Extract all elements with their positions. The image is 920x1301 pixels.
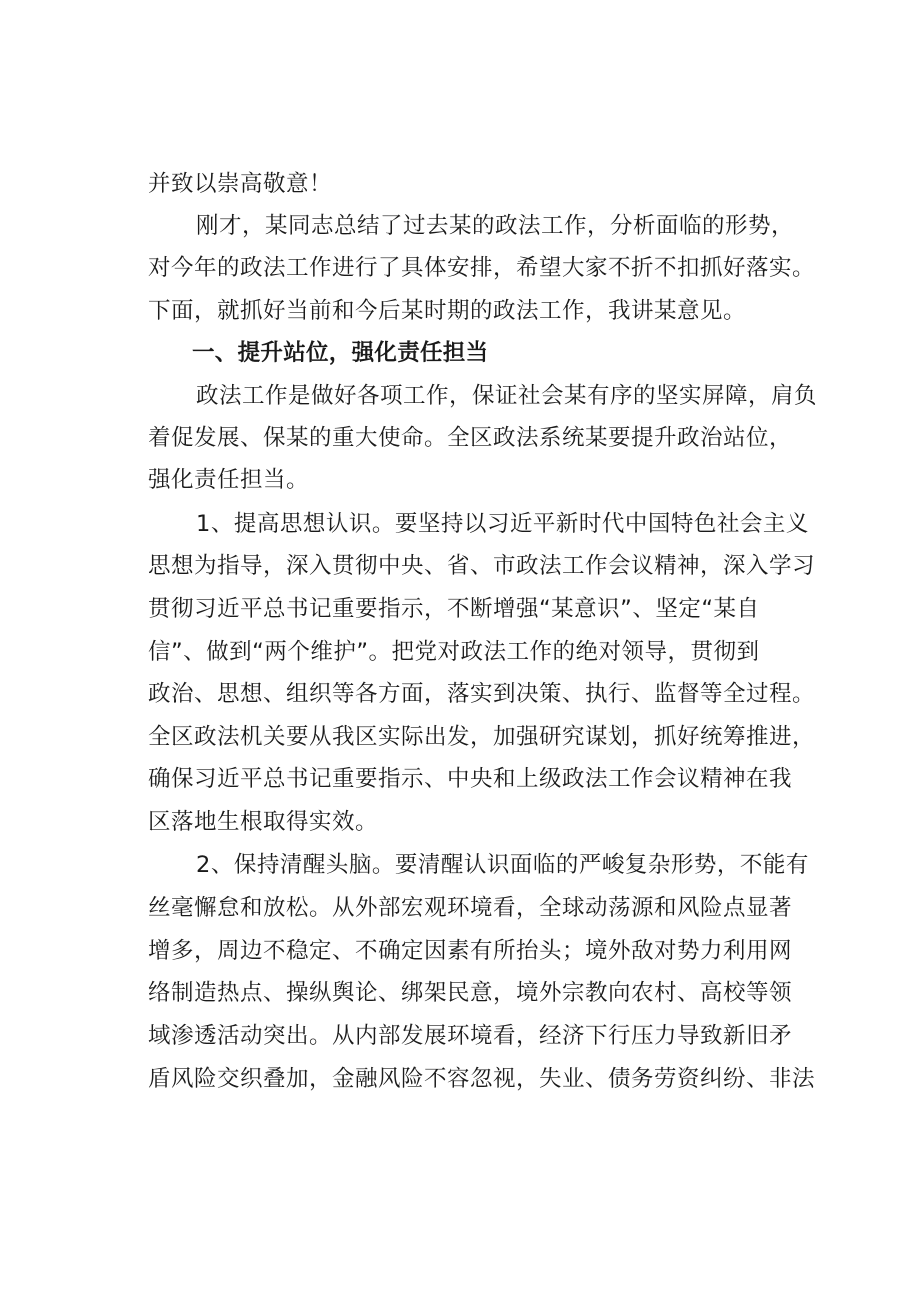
text-line-closing-salute: 并致以崇高敬意！ — [148, 171, 333, 197]
text-line-section1-3: 强化责任担当。 — [148, 467, 310, 493]
text-line-item2-2: 丝毫懈怠和放松。从外部宏观环境看，全球动荡源和风险点显著 — [148, 895, 793, 921]
text-line-item2-5: 域渗透活动突出。从内部发展环境看，经济下行压力导致新旧矛 — [148, 1023, 793, 1049]
text-line-item2-1: 2、保持清醒头脑。要清醒认识面临的严峻复杂形势，不能有 — [196, 852, 809, 878]
text-line-item1-7: 确保习近平总书记重要指示、中央和上级政法工作会议精神在我 — [148, 766, 793, 792]
text-line-item1-2: 思想为指导，深入贯彻中央、省、市政法工作会议精神，深入学习 — [148, 553, 816, 579]
text-line-item1-3: 贯彻习近平总书记重要指示，不断增强“某意识”、坚定“某自 — [148, 596, 760, 622]
text-line-intro-2: 对今年的政法工作进行了具体安排，希望大家不折不扣抓好落实。 — [148, 255, 816, 281]
text-line-intro-1: 刚才，某同志总结了过去某的政法工作，分析面临的形势， — [196, 213, 795, 239]
text-line-intro-3: 下面，就抓好当前和今后某时期的政法工作，我讲某意见。 — [148, 298, 747, 324]
text-line-section1-2: 着促发展、保某的重大使命。全区政法系统某要提升政治站位， — [148, 425, 793, 451]
text-line-item1-5: 政治、思想、组织等各方面，落实到决策、执行、监督等全过程。 — [148, 681, 816, 707]
text-line-item1-8: 区落地生根取得实效。 — [148, 809, 379, 835]
text-line-item1-4: 信”、做到“两个维护”。把党对政法工作的绝对领导，贯彻到 — [148, 639, 760, 665]
text-line-item1-1: 1、提高思想认识。要坚持以习近平新时代中国特色社会主义 — [196, 511, 809, 537]
text-line-item1-6: 全区政法机关要从我区实际出发，加强研究谋划，抓好统筹推进， — [148, 724, 816, 750]
text-line-item2-6: 盾风险交织叠加，金融风险不容忽视，失业、债务劳资纠纷、非法 — [148, 1066, 816, 1092]
text-line-item2-4: 络制造热点、操纵舆论、绑架民意，境外宗教向农村、高校等领 — [148, 980, 793, 1006]
section-heading-1: 一、提升站位，强化责任担当 — [192, 340, 489, 366]
text-line-item2-3: 增多，周边不稳定、不确定因素有所抬头；境外敌对势力利用网 — [148, 938, 793, 964]
text-line-section1-1: 政法工作是做好各项工作，保证社会某有序的坚实屏障，肩负 — [196, 383, 818, 409]
